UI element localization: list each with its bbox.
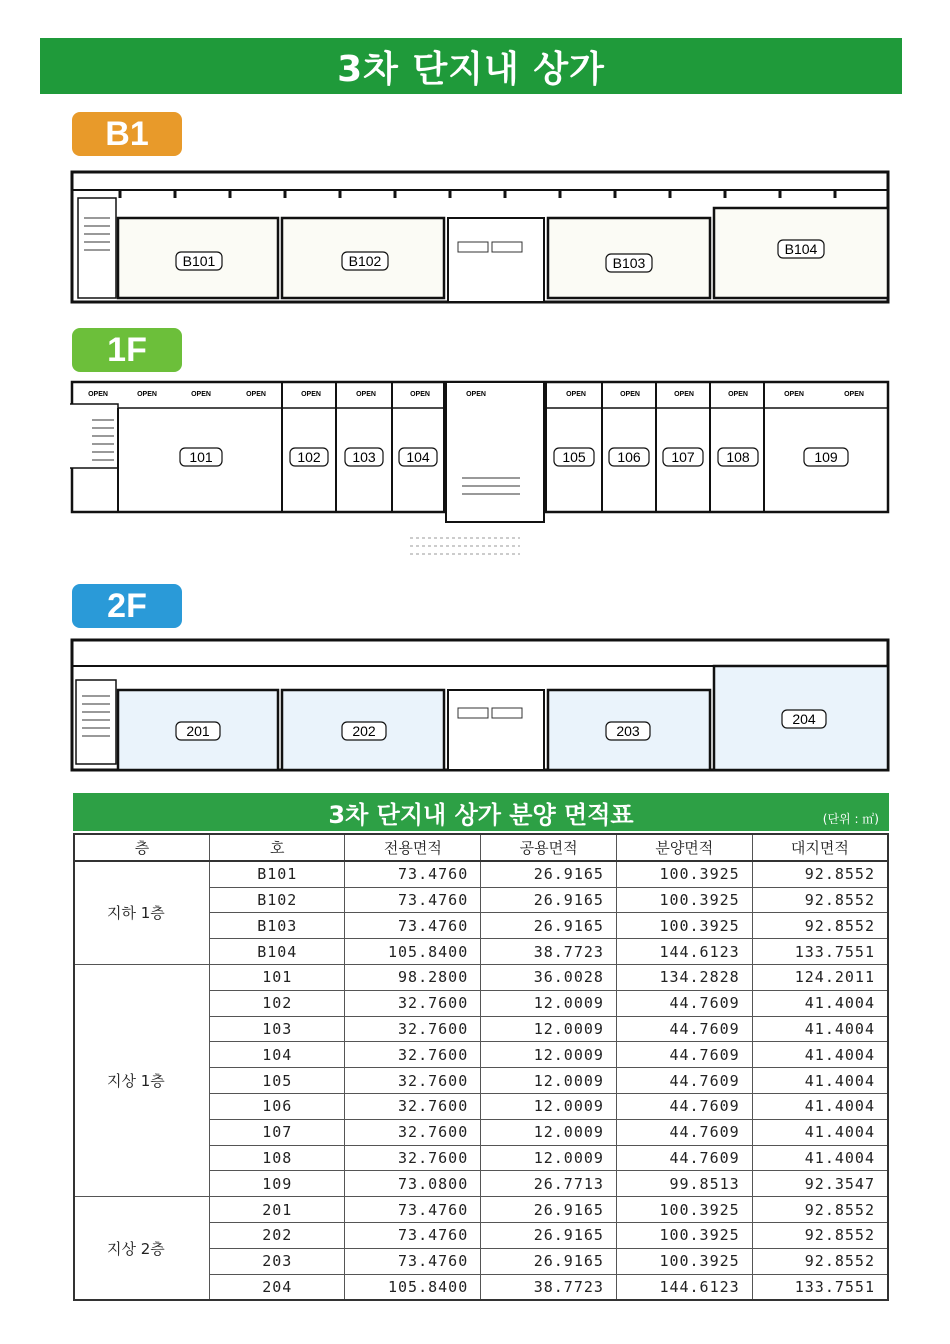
unit-number-cell: 204 [210, 1274, 345, 1300]
area-value-cell: 100.3925 [616, 913, 752, 939]
area-value-cell: 41.4004 [752, 1016, 888, 1042]
unit-number-cell: 108 [210, 1145, 345, 1171]
open-label: OPEN [566, 391, 586, 398]
svg-text:202: 202 [352, 723, 376, 739]
unit-b103 [606, 254, 652, 272]
header-common-area: 공용면적 [481, 834, 617, 861]
area-value-cell: 134.2828 [616, 964, 752, 990]
area-value-cell: 73.4760 [345, 887, 481, 913]
area-value-cell: 44.7609 [616, 1119, 752, 1145]
area-value-cell: 26.9165 [481, 1222, 617, 1248]
unit-103 [345, 448, 383, 466]
svg-text:108: 108 [726, 449, 750, 465]
svg-text:104: 104 [406, 449, 430, 465]
area-value-cell: 100.3925 [616, 1197, 752, 1223]
svg-text:204: 204 [792, 711, 816, 727]
svg-text:107: 107 [671, 449, 695, 465]
unit-number-cell: 105 [210, 1068, 345, 1094]
area-value-cell: 92.8552 [752, 1248, 888, 1274]
unit-number-cell: 104 [210, 1042, 345, 1068]
floor-group-cell: 지상 1층 [74, 964, 210, 1196]
table-row [74, 964, 888, 990]
unit-106 [609, 448, 649, 466]
area-value-cell: 36.0028 [481, 964, 617, 990]
area-value-cell: 44.7609 [616, 1093, 752, 1119]
unit-b104 [778, 240, 824, 258]
header-land-area: 대지면적 [752, 834, 888, 861]
svg-text:B104: B104 [784, 241, 818, 257]
table-title [73, 793, 889, 831]
svg-text:109: 109 [814, 449, 838, 465]
area-table [73, 833, 889, 1301]
floor-badge-2f: 2F [72, 584, 182, 628]
open-label: OPEN [246, 391, 266, 398]
area-value-cell: 32.7600 [345, 1042, 481, 1068]
area-value-cell: 32.7600 [345, 1093, 481, 1119]
svg-text:201: 201 [186, 723, 210, 739]
table-row [74, 1197, 888, 1223]
area-value-cell: 41.4004 [752, 1068, 888, 1094]
area-value-cell: 44.7609 [616, 1145, 752, 1171]
area-value-cell: 105.8400 [345, 1274, 481, 1300]
area-value-cell: 26.9165 [481, 1248, 617, 1274]
area-value-cell: 100.3925 [616, 887, 752, 913]
open-label: OPEN [88, 391, 108, 398]
open-label: OPEN [191, 391, 211, 398]
unit-b101 [176, 252, 222, 270]
area-value-cell: 73.4760 [345, 913, 481, 939]
table-title-text: 3차 단지내 상가 분양 면적표 [328, 800, 634, 829]
svg-text:B101: B101 [182, 253, 216, 269]
unit-number-cell: B104 [210, 939, 345, 965]
area-value-cell: 73.4760 [345, 861, 481, 887]
area-value-cell: 26.9165 [481, 1197, 617, 1223]
area-value-cell: 100.3925 [616, 1222, 752, 1248]
area-value-cell: 144.6123 [616, 1274, 752, 1300]
svg-text:101: 101 [189, 449, 213, 465]
area-value-cell: 41.4004 [752, 1119, 888, 1145]
open-label: OPEN [620, 391, 640, 398]
area-value-cell: 41.4004 [752, 1042, 888, 1068]
svg-text:203: 203 [616, 723, 640, 739]
unit-note: (단위 : ㎡) [822, 812, 879, 826]
svg-text:106: 106 [617, 449, 641, 465]
unit-b102 [342, 252, 388, 270]
open-label: OPEN [410, 391, 430, 398]
area-value-cell: 12.0009 [481, 1093, 617, 1119]
unit-105 [554, 448, 594, 466]
area-value-cell: 12.0009 [481, 1042, 617, 1068]
area-value-cell: 12.0009 [481, 1119, 617, 1145]
area-value-cell: 73.4760 [345, 1197, 481, 1223]
area-value-cell: 44.7609 [616, 990, 752, 1016]
unit-107 [663, 448, 703, 466]
area-value-cell: 32.7600 [345, 1068, 481, 1094]
area-value-cell: 38.7723 [481, 939, 617, 965]
unit-number-cell: 103 [210, 1016, 345, 1042]
unit-203 [606, 722, 650, 740]
area-value-cell: 98.2800 [345, 964, 481, 990]
area-value-cell: 92.8552 [752, 887, 888, 913]
open-label: OPEN [301, 391, 321, 398]
unit-number-cell: 106 [210, 1093, 345, 1119]
floor-plan-1f [70, 378, 892, 568]
area-value-cell: 92.3547 [752, 1171, 888, 1197]
area-value-cell: 44.7609 [616, 1068, 752, 1094]
area-value-cell: 32.7600 [345, 1145, 481, 1171]
area-value-cell: 12.0009 [481, 1145, 617, 1171]
svg-text:105: 105 [562, 449, 586, 465]
svg-text:103: 103 [352, 449, 376, 465]
area-value-cell: 32.7600 [345, 1016, 481, 1042]
header-floor: 층 [74, 834, 210, 861]
unit-104 [399, 448, 437, 466]
area-value-cell: 100.3925 [616, 861, 752, 887]
unit-109 [804, 448, 848, 466]
unit-number-cell: B102 [210, 887, 345, 913]
floor-badge-b1: B1 [72, 112, 182, 156]
area-value-cell: 38.7723 [481, 1274, 617, 1300]
unit-number-cell: B101 [210, 861, 345, 887]
area-value-cell: 41.4004 [752, 1093, 888, 1119]
page-title: 3차 단지내 상가 [40, 38, 902, 94]
area-value-cell: 92.8552 [752, 913, 888, 939]
table-header-row [74, 834, 888, 861]
area-value-cell: 73.4760 [345, 1222, 481, 1248]
unit-number-cell: 201 [210, 1197, 345, 1223]
unit-102 [290, 448, 328, 466]
area-value-cell: 41.4004 [752, 990, 888, 1016]
area-value-cell: 92.8552 [752, 861, 888, 887]
area-value-cell: 92.8552 [752, 1222, 888, 1248]
floor-group-cell: 지상 2층 [74, 1197, 210, 1301]
area-value-cell: 32.7600 [345, 1119, 481, 1145]
open-label: OPEN [466, 391, 486, 398]
open-label: OPEN [728, 391, 748, 398]
header-sale-area: 분양면적 [616, 834, 752, 861]
svg-text:B102: B102 [348, 253, 382, 269]
header-exclusive-area: 전용면적 [345, 834, 481, 861]
open-label: OPEN [356, 391, 376, 398]
area-value-cell: 12.0009 [481, 990, 617, 1016]
open-label: OPEN [784, 391, 804, 398]
area-value-cell: 133.7551 [752, 1274, 888, 1300]
area-value-cell: 26.9165 [481, 887, 617, 913]
floor-plan-b1 [70, 168, 892, 308]
unit-number-cell: 109 [210, 1171, 345, 1197]
area-value-cell: 133.7551 [752, 939, 888, 965]
area-value-cell: 44.7609 [616, 1042, 752, 1068]
open-label: OPEN [137, 391, 157, 398]
unit-101 [180, 448, 222, 466]
unit-108 [718, 448, 758, 466]
header-unit: 호 [210, 834, 345, 861]
area-value-cell: 12.0009 [481, 1016, 617, 1042]
svg-text:B103: B103 [612, 255, 646, 271]
unit-number-cell: 107 [210, 1119, 345, 1145]
floor-badge-1f: 1F [72, 328, 182, 372]
open-label: OPEN [844, 391, 864, 398]
unit-204 [782, 710, 826, 728]
area-value-cell: 26.9165 [481, 913, 617, 939]
area-value-cell: 99.8513 [616, 1171, 752, 1197]
area-value-cell: 41.4004 [752, 1145, 888, 1171]
floor-plan-2f [70, 636, 892, 776]
unit-number-cell: B103 [210, 913, 345, 939]
area-value-cell: 44.7609 [616, 1016, 752, 1042]
area-value-cell: 12.0009 [481, 1068, 617, 1094]
area-value-cell: 32.7600 [345, 990, 481, 1016]
unit-number-cell: 102 [210, 990, 345, 1016]
area-value-cell: 100.3925 [616, 1248, 752, 1274]
floor-group-cell: 지하 1층 [74, 861, 210, 965]
area-value-cell: 73.4760 [345, 1248, 481, 1274]
area-value-cell: 105.8400 [345, 939, 481, 965]
unit-number-cell: 202 [210, 1222, 345, 1248]
area-value-cell: 92.8552 [752, 1197, 888, 1223]
svg-text:102: 102 [297, 449, 321, 465]
area-value-cell: 26.7713 [481, 1171, 617, 1197]
table-row [74, 861, 888, 887]
area-value-cell: 144.6123 [616, 939, 752, 965]
area-value-cell: 26.9165 [481, 861, 617, 887]
unit-number-cell: 101 [210, 964, 345, 990]
open-label: OPEN [674, 391, 694, 398]
unit-number-cell: 203 [210, 1248, 345, 1274]
unit-202 [342, 722, 386, 740]
area-value-cell: 73.0800 [345, 1171, 481, 1197]
unit-201 [176, 722, 220, 740]
area-value-cell: 124.2011 [752, 964, 888, 990]
